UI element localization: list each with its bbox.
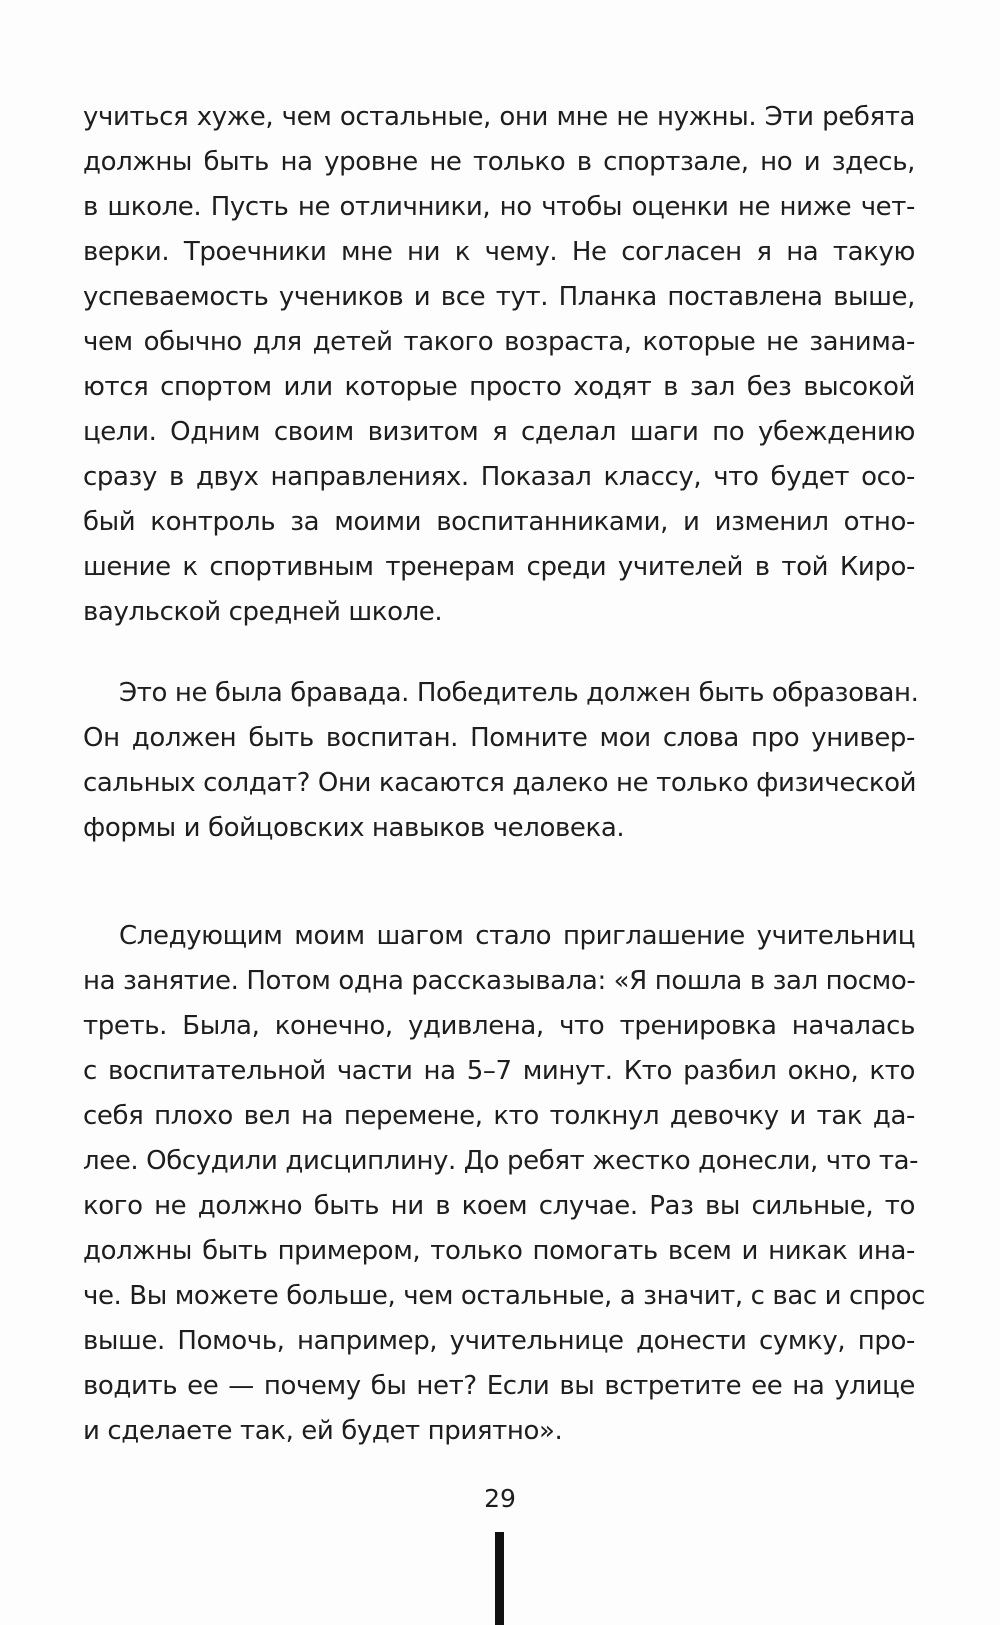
text-line: с воспитательной части на 5–7 минут. Кто разбил окно, кто [83,1056,915,1086]
text-line: цели. Одним своим визитом я сделал шаги по убеждению [83,417,915,447]
text-line: сальных солдат? Они касаются далеко не только физической [83,768,917,798]
paragraph-3 [83,914,925,1454]
text-line: Это не была бравада. Победитель должен быть образован. [119,678,919,708]
text-line: сразу в двух направлениях. Показал классу, что будет осо- [83,462,915,492]
text-line: Он должен быть воспитан. Помните мои слова про универ- [83,723,915,753]
text-line: чем обычно для детей такого возраста, которые не занима- [83,327,915,357]
text-line: кого не должно быть ни в коем случае. Раз вы сильные, то [83,1191,915,1221]
text-line: бый контроль за моими воспитанниками, и изменил отно- [83,507,915,537]
text-line: выше. Помочь, например, учительнице донести сумку, про- [83,1326,915,1356]
text-line: водить ее — почему бы нет? Если вы встретите ее на улице [83,1371,915,1401]
text-line: шение к спортивным тренерам среди учителей в той Киро- [83,552,915,582]
text-line: учиться хуже, чем остальные, они мне не нужны. Эти ребята [83,102,915,132]
text-line: должны быть на уровне не только в спортзале, но и здесь, [83,147,915,177]
page-edge-bar [495,1532,504,1625]
text-line: в школе. Пусть не отличники, но чтобы оценки не ниже чет- [83,192,915,222]
page-number: 29 [484,1484,516,1513]
text-line: треть. Была, конечно, удивлена, что тренировка началась [83,1011,915,1041]
text-line: че. Вы можете больше, чем остальные, а значит, с вас и спрос [83,1281,925,1311]
text-line: успеваемость учеников и все тут. Планка поставлена выше, [83,282,915,312]
text-line: лее. Обсудили дисциплину. До ребят жестко донесли, что та- [83,1146,919,1176]
text-line: верки. Троечники мне ни к чему. Не согласен я на такую [83,237,915,267]
paragraph-2 [83,671,919,851]
text-line: и сделаете так, ей будет приятно». [83,1416,563,1446]
paragraph-1 [83,95,915,635]
text-line: себя плохо вел на перемене, кто толкнул девочку и так да- [83,1101,915,1131]
text-line: формы и бойцовских навыков человека. [83,813,625,843]
text-line: должны быть примером, только помогать всем и никак ина- [83,1236,915,1266]
text-line: ваульской средней школе. [83,597,443,627]
text-line: Следующим моим шагом стало приглашение учительниц [119,921,915,951]
text-line: ются спортом или которые просто ходят в зал без высокой [83,372,915,402]
text-line: на занятие. Потом одна рассказывала: «Я пошла в зал посмо- [83,966,916,996]
